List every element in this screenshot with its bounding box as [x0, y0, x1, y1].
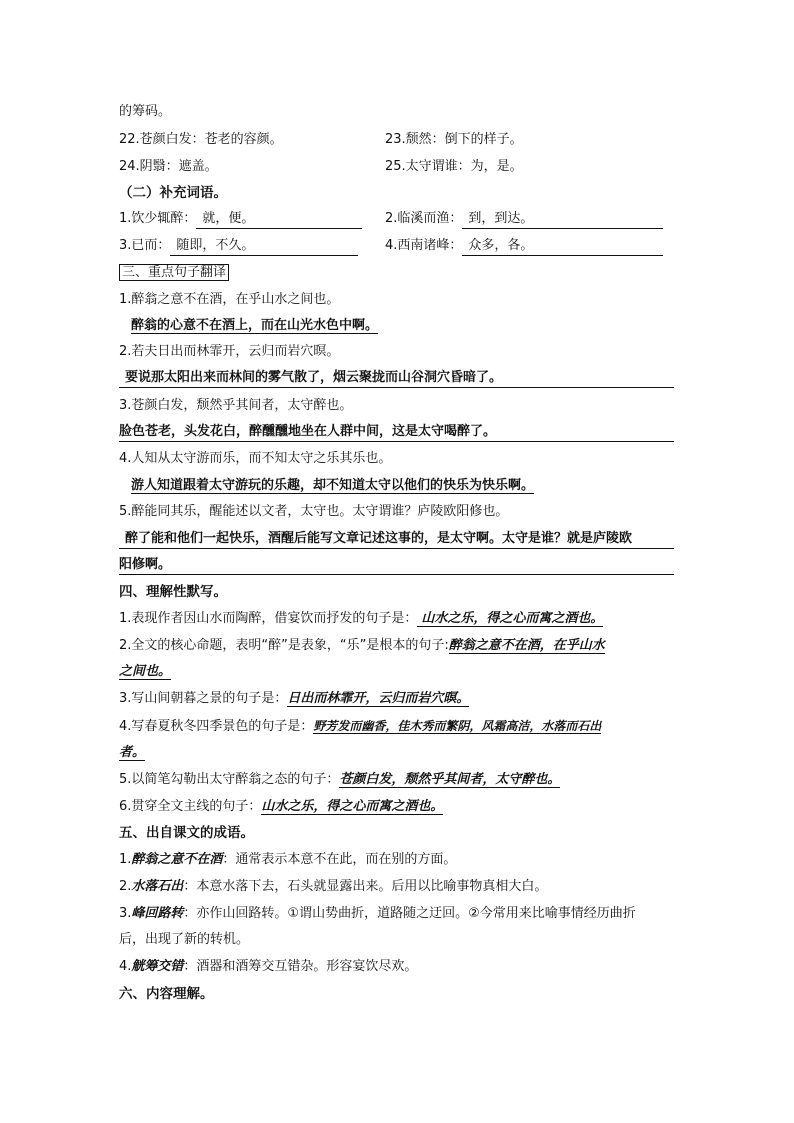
translate-a5-line2: 阳修啊。 [119, 556, 674, 575]
supplement-item-3 [119, 237, 358, 256]
dictation-4 [119, 717, 601, 736]
dictation-2-cont [119, 663, 171, 681]
supplement-answer: 众多，各。 [462, 237, 663, 256]
section4-title: 四、理解性默写。 [119, 584, 227, 600]
idiom-3 [119, 905, 636, 923]
dictation-answer: 山水之乐，得之心而寓之酒也。 [417, 611, 603, 627]
dictation-question: 6.贯穿全文主线的句子： [119, 799, 262, 814]
vocab-24: 24.阴翳：遮盖。 [119, 159, 218, 174]
dictation-6 [119, 798, 443, 816]
idiom-2 [119, 878, 547, 896]
vocab-25: 25.太守谓谁：为，是。 [385, 159, 523, 174]
translate-a4 [119, 477, 534, 495]
dictation-question: 3.写山间朝暮之景的句子是： [119, 691, 288, 706]
translate-q1: 1.醉翁之意不在酒，在乎山水之间也。 [119, 292, 340, 307]
idiom-term: 醉翁之意不在酒 [131, 852, 223, 867]
idiom-term: 觥筹交错 [131, 959, 184, 974]
idiom-1 [119, 851, 456, 869]
translate-q2: 2.若夫日出而林霏开，云归而岩穴暝。 [119, 344, 340, 359]
translate-a1 [119, 317, 378, 335]
dictation-question: 1.表现作者因山水而陶醉，借宴饮而抒发的句子是： [119, 611, 418, 626]
supplement-answer: 就，便。 [196, 210, 362, 229]
supplement-label: 2.临溪而渔： [385, 211, 463, 226]
dictation-answer-cont: 者。 [119, 745, 146, 760]
translate-q5: 5.醉能同其乐，醒能述以文者，太守也。太守谓谁？庐陵欧阳修也。 [119, 504, 509, 519]
translate-q3: 3.苍颜白发，颓然乎其间者，太守醉也。 [119, 398, 353, 413]
supplement-item-1 [119, 210, 362, 229]
idiom-definition: ：本意水落下去，石头就显露出来。后用以比喻事物真相大白。 [183, 879, 548, 894]
idiom-term: 峰回路转 [131, 906, 184, 921]
idiom-term: 水落石出 [131, 879, 184, 894]
dictation-answer: 苍颜白发，颓然乎其间者，太守醉也。 [339, 772, 561, 787]
idiom-definition: ：酒器和酒筹交互错杂。形容宴饮尽欢。 [183, 959, 418, 974]
dictation-4-cont [119, 744, 145, 762]
translate-q4: 4.人知从太守游而乐，而不知太守之乐其乐也。 [119, 451, 392, 466]
supplement-label: 4.西南诸峰： [385, 238, 463, 253]
idiom-number: 4. [119, 959, 132, 974]
dictation-1 [119, 610, 603, 628]
supplement-answer: 随即，不久。 [170, 237, 358, 256]
dictation-answer: 醉翁之意不在酒，在乎山水 [448, 638, 605, 653]
idiom-definition: ：亦作山回路转。①谓山势曲折，道路随之迂回。②今常用来比喻事情经历曲折 [183, 906, 636, 921]
dictation-question: 4.写春夏秋冬四季景色的句子是： [119, 719, 314, 734]
supplement-label: 3.已而： [119, 238, 171, 253]
section3-title-box: 三、重点句子翻译 [119, 264, 229, 281]
dictation-question: 5.以简笔勾勒出太守醉翁之态的句子： [119, 772, 340, 787]
dictation-2 [119, 637, 605, 655]
idiom-number: 2. [119, 879, 132, 894]
top-fragment: 的筹码。 [119, 104, 172, 119]
supplement-answer: 到，到达。 [462, 210, 663, 229]
vocab-23: 23.颓然：倒下的样子。 [385, 132, 523, 147]
supplement-label: 1.饮少辄醉： [119, 211, 197, 226]
dictation-answer: 野芳发而幽香，佳木秀而繁阴，风霜高洁，水落而石出 [313, 719, 602, 733]
translate-a1-text: 醉翁的心意不在酒上，而在山光水色中啊。 [131, 318, 379, 333]
section6-title: 六、内容理解。 [119, 986, 214, 1002]
section5-title: 五、出自课文的成语。 [119, 825, 254, 841]
idiom-definition: ：通常表示本意不在此，而在别的方面。 [222, 852, 457, 867]
dictation-3 [119, 690, 469, 708]
section3-title [119, 264, 229, 282]
vocab-22: 22.苍颜白发：苍老的容颜。 [119, 132, 283, 147]
dictation-answer: 山水之乐，得之心而寓之酒也。 [261, 799, 444, 814]
dictation-question: 2.全文的核心命题，表明“醉”是表象，“乐”是根本的句子: [119, 638, 449, 653]
dictation-answer: 日出而林霏开，云归而岩穴暝。 [287, 691, 470, 706]
dictation-answer-cont: 之间也。 [119, 664, 172, 679]
idiom-number: 1. [119, 852, 132, 867]
supplement-item-2 [385, 210, 663, 229]
idiom-number: 3. [119, 906, 132, 921]
section2-title: （二）补充词语。 [119, 185, 227, 201]
supplement-item-4 [385, 237, 663, 256]
dictation-5 [119, 771, 560, 789]
translate-a3: 脸色苍老，头发花白，醉醺醺地坐在人群中间，这是太守喝醉了。 [119, 423, 674, 442]
translate-a4-text: 游人知道跟着太守游玩的乐趣，却不知道太守以他们的快乐为快乐啊。 [131, 478, 535, 493]
translate-a5-line1: 醉了能和他们一起快乐，酒醒后能写文章记述这事的，是太守啊。太守是谁？就是庐陵欧 [119, 530, 674, 549]
idiom-3-cont: 后，出现了新的转机。 [119, 932, 250, 947]
translate-a2: 要说那太阳出来而林间的雾气散了，烟云聚拢而山谷洞穴昏暗了。 [119, 369, 674, 388]
idiom-4 [119, 958, 417, 976]
